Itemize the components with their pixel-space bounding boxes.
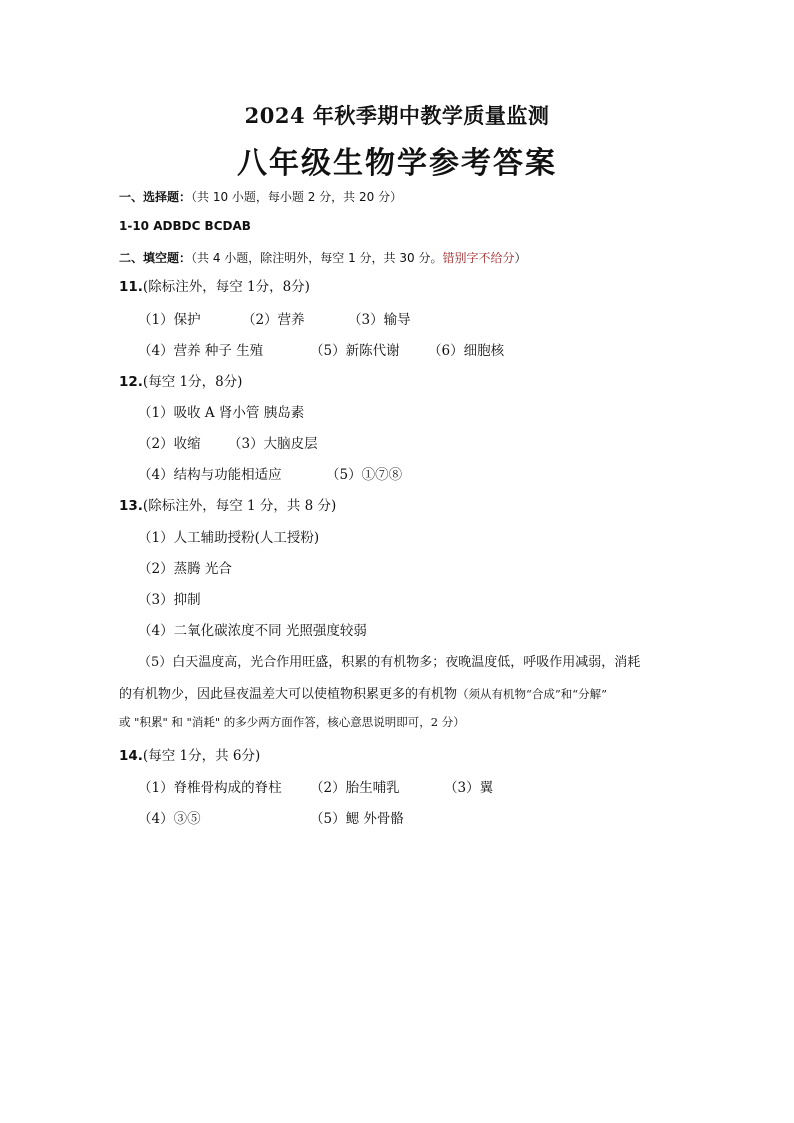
q11-answer-1: （1）保护 (138, 312, 201, 328)
q14-row-2 (138, 807, 404, 827)
q14-number: 14. (119, 748, 143, 764)
q13-row-6 (119, 683, 607, 702)
section-fill-close: ） (514, 251, 527, 265)
section-fill-label: 二、填空题： (119, 251, 192, 265)
q12-row-3 (138, 463, 402, 483)
q13-row-7: 或 "积累" 和 "消耗" 的多少两方面作答，核心意思说明即可，2 分） (119, 715, 465, 729)
q14-row-1 (138, 776, 493, 796)
q12-answer-5: （5）①⑦⑧ (326, 467, 403, 483)
q11-answer-5: （5）新陈代谢 (310, 343, 400, 359)
section-fill-note: （共 4 小题，除注明外，每空 1 分，共 30 分。 (191, 251, 443, 265)
section-fill-heading (119, 249, 526, 266)
q13-row-5: （5）白天温度高，光合作用旺盛，积累的有机物多；夜晚温度低，呼吸作用减弱，消耗 (138, 655, 641, 670)
q12-number: 12. (119, 374, 143, 390)
q13-scoring: (除标注外，每空 1 分，共 8 分) (142, 498, 337, 514)
q14-answer-1: （1）脊椎骨构成的脊柱 (138, 780, 282, 796)
section-choice-heading (119, 188, 402, 205)
q11-scoring: (除标注外，每空 1分，8分) (142, 279, 310, 295)
q13-row-4: （4）二氧化碳浓度不同 光照强度较弱 (138, 623, 367, 639)
section-choice-note: （共 10 小题，每小题 2 分，共 20 分） (191, 190, 403, 204)
q13-header (119, 494, 336, 514)
q13-grading-note: （须从有机物“合成”和“分解” (457, 687, 608, 701)
q11-row-1 (138, 308, 411, 328)
q13-number: 13. (119, 498, 143, 514)
q11-header (119, 275, 310, 295)
section-choice-label: 一、选择题： (119, 190, 192, 204)
q13-answer-text: 的有机物少，因此昼夜温差大可以使植物积累更多的有机物 (119, 687, 458, 702)
q14-answer-5: （5）鳃 外骨骼 (310, 811, 404, 827)
q12-row-1: （1）吸收 A 肾小管 胰岛素 (138, 405, 305, 421)
answer-key-title: 八年级生物学参考答案 (237, 146, 557, 181)
q12-answer-3: （3）大脑皮层 (228, 436, 318, 452)
q12-scoring: (每空 1分，8分) (142, 374, 243, 390)
q13-row-2: （2）蒸腾 光合 (138, 561, 232, 577)
q11-number: 11. (119, 279, 143, 295)
q14-header (119, 744, 260, 764)
q13-row-1: （1）人工辅助授粉(人工授粉) (138, 530, 320, 546)
exam-title: 2024 年秋季期中教学质量监测 (244, 103, 550, 128)
q14-answer-3: （3）翼 (444, 780, 494, 796)
q11-row-2 (138, 339, 504, 359)
q12-answer-4: （4）结构与功能相适应 (138, 467, 282, 483)
q11-answer-4: （4）营养 种子 生殖 (138, 343, 264, 359)
q12-header (119, 370, 242, 390)
q13-row-3: （3）抑制 (138, 592, 201, 608)
q14-scoring: (每空 1分，共 6分) (142, 748, 261, 764)
typo-warning: 错别字不给分 (442, 251, 515, 265)
q12-answer-2: （2）收缩 (138, 436, 201, 452)
choice-answers: 1-10 ADBDC BCDAB (119, 219, 251, 233)
q14-answer-2: （2）胎生哺乳 (310, 780, 400, 796)
q12-row-2 (138, 432, 318, 452)
q14-answer-4: （4）③⑤ (138, 811, 201, 827)
q11-answer-3: （3）输导 (348, 312, 411, 328)
q11-answer-2: （2）营养 (242, 312, 305, 328)
q11-answer-6: （6）细胞核 (428, 343, 505, 359)
